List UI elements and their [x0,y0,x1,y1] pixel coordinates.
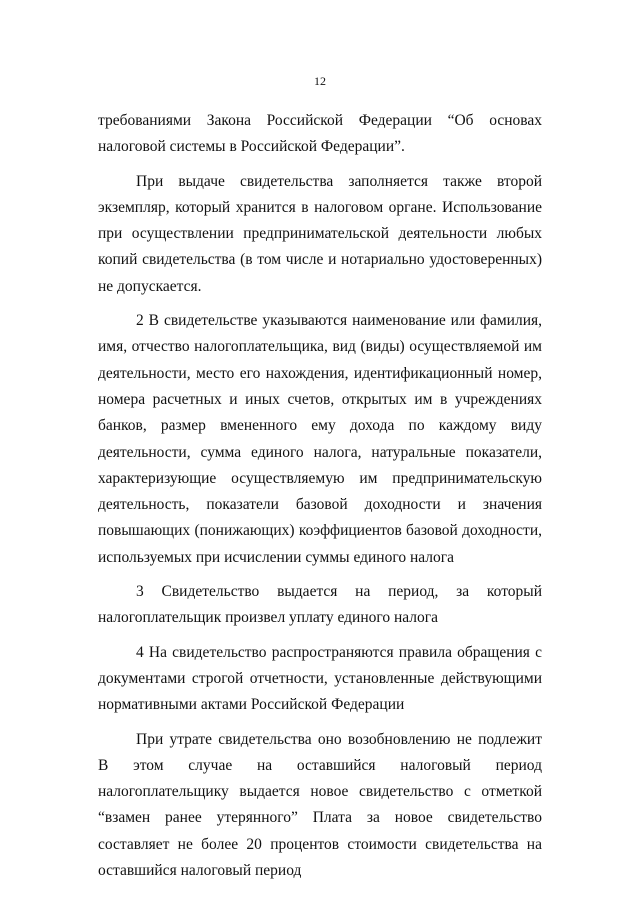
paragraph-item-3: 3 Свидетельство выдается на период, за который налогоплательщик произвел уплату единого налога [98,583,542,627]
document-body [98,108,542,884]
paragraph-item-2: 2 В свидетельстве указываются наименование или фамилия, имя, отчество налогоплательщика, вид (виды) осуществляемой им деятельности, место его нахождения, идентификационный номер, номера расчетных и иных счетов, открытых им в учреждениях банков, размер вмененного ему дохода по каждому виду деятельности, сумма единого налога, натуральные показатели, характеризующие осуществляемую им предпринимательскую деятельность, показатели базовой доходности и значения повышающих (понижающих) коэффициентов базовой доходности, используемых при исчислении суммы единого налога [98,312,542,566]
paragraph-certificate-loss: При утрате свидетельства оно возобновлению не подлежит В этом случае на оставшийся налоговый период налогоплательщику выдается новое свидетельство с отметкой “взамен ранее утерянного” Плата за новое свидетельство составляет не более 20 процентов стоимости свидетельства на оставшийся налоговый период [98,730,542,880]
paragraph-item-4: 4 На свидетельство распространяются правила обращения с документами строгой отчетности, установленные действующими нормативными актами Российской Федерации [98,643,542,714]
page-number: 12 [314,74,326,88]
paragraph-certificate-copy: При выдаче свидетельства заполняется также второй экземпляр, который хранится в налоговом органе. Использование при осуществлении предпринимательской деятельности любых копий свидетельства (в том числе и нотариально удостоверенных) не допускается. [98,172,542,295]
paragraph-continuation: требованиями Закона Российской Федерации “Об основах налоговой системы в Российской Федерации”. [98,112,542,156]
